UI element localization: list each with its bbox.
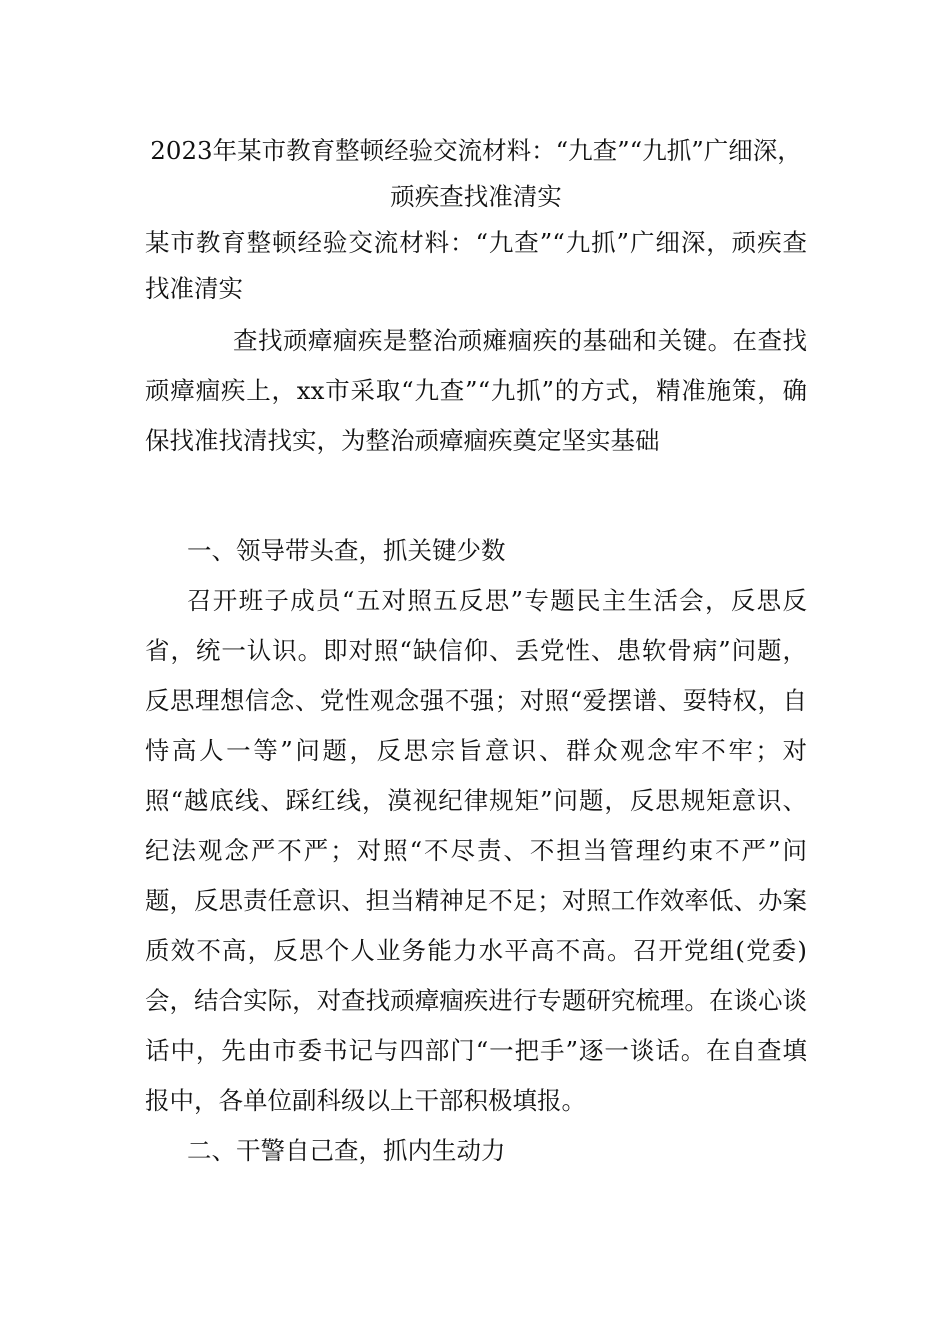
document-subtitle: 某市教育整顿经验交流材料：“九查”“九抓”广细深，顽疾查找准清实 <box>145 228 807 303</box>
section-heading-1: 一、领导带头查，抓关键少数 <box>187 536 506 565</box>
section-body-1: 召开班子成员“五对照五反思”专题民主生活会，反思反省，统一认识。即对照“缺信仰、丢党性、患软骨病”问题，反思理想信念、党性观念强不强；对照“爱摆谱、耍特权，自恃高人一等”问题，反思宗旨意识、群众观念牢不牢；对照“越底线、踩红线，漠视纪律规矩”问题，反思规矩意识、纪法观念严不严；对照“不尽责、不担当管理约束不严”问题，反思责任意识、担当精神足不足；对照工作效率低、办案质效不高，反思个人业务能力水平高不高。召开党组(党委)会，结合实际，对查找顽瘴痼疾进行专题研究梳理。在谈心谈话中，先由市委书记与四部门“一把手”逐一谈话。在自查填报中，各单位副科级以上干部积极填报。 <box>145 586 807 1115</box>
document-page <box>145 128 807 1176</box>
paragraph-spacer <box>145 466 807 526</box>
intro-paragraph: 查找顽瘴痼疾是整治顽瘫痼疾的基础和关键。在查找顽瘴痼疾上，xx市采取“九查”“九抓”的方式，精准施策，确保找准找清找实，为整治顽瘴痼疾奠定坚实基础 <box>145 326 807 455</box>
section-heading-2: 二、干警自己查，抓内生动力 <box>187 1136 506 1165</box>
document-title: 2023年某市教育整顿经验交流材料：“九查”“九抓”广细深，顽疾查找准清实 <box>150 136 802 211</box>
